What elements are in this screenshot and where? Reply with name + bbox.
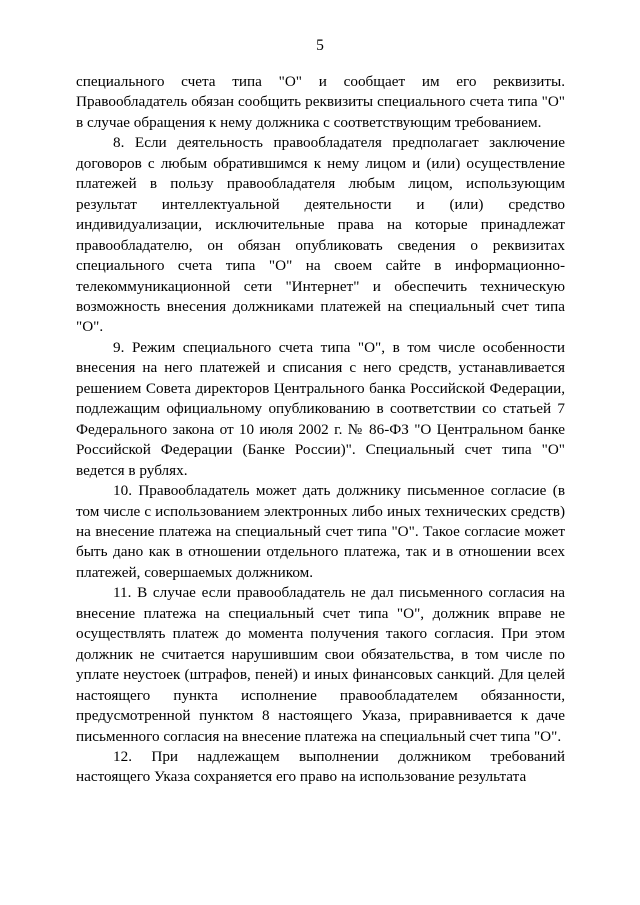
paragraph-item-12: 12. При надлежащем выполнении должником требований настоящего Указа сохраняется его право на использование результата	[76, 747, 565, 786]
page-number: 5	[316, 37, 324, 54]
document-body	[76, 72, 565, 788]
paragraph-continuation: специального счета типа "О" и сообщает им его реквизиты. Правообладатель обязан сообщить реквизиты специального счета типа "О" в случае обращения к нему должника с соответствующим требованием.	[76, 73, 565, 131]
paragraph-item-9: 9. Режим специального счета типа "О", в том числе особенности внесения на него платежей и списания с него средств, устанавливается решением Совета директоров Центрального банка Российской Федерации, подлежащим официальному опубликованию в соответствии со статьей 7 Федерального закона от 10 июля 2002 г. № 86-ФЗ "О Центральном банке Российской Федерации (Банке России)". Специальный счет типа "О" ведется в рублях.	[76, 338, 565, 479]
paragraph-item-11: 11. В случае если правообладатель не дал письменного согласия на внесение платежа на специальный счет типа "О", должник вправе не осуществлять платеж до момента получения такого согласия. При этом должник не считается нарушившим свои обязательства, в том числе по уплате неустоек (штрафов, пеней) и иных финансовых санкций. Для целей настоящего пункта исполнение правообладателем обязанности, предусмотренной пунктом 8 настоящего Указа, приравнивается к даче письменного согласия на внесение платежа на специальный счет типа "О".	[76, 584, 565, 745]
paragraph-item-8: 8. Если деятельность правообладателя предполагает заключение договоров с любым обратившимся к нему лицом и (или) осуществление платежей в пользу правообладателя любым лицом, использующим результат интеллектуальной деятельности и (или) средство индивидуализации, исключительные права на которые принадлежат правообладателю, он обязан опубликовать сведения о реквизитах специального счета типа "О" на своем сайте в информационно-телекоммуникационной сети "Интернет" и обеспечить техническую возможность внесения должниками платежей на специальный счет типа "О".	[76, 134, 565, 336]
paragraph-item-10: 10. Правообладатель может дать должнику письменное согласие (в том числе с использованием электронных либо иных технических средств) на внесение платежа на специальный счет типа "О". Такое согласие может быть дано как в отношении отдельного платежа, так и в отношении всех платежей, совершаемых должником.	[76, 482, 565, 581]
